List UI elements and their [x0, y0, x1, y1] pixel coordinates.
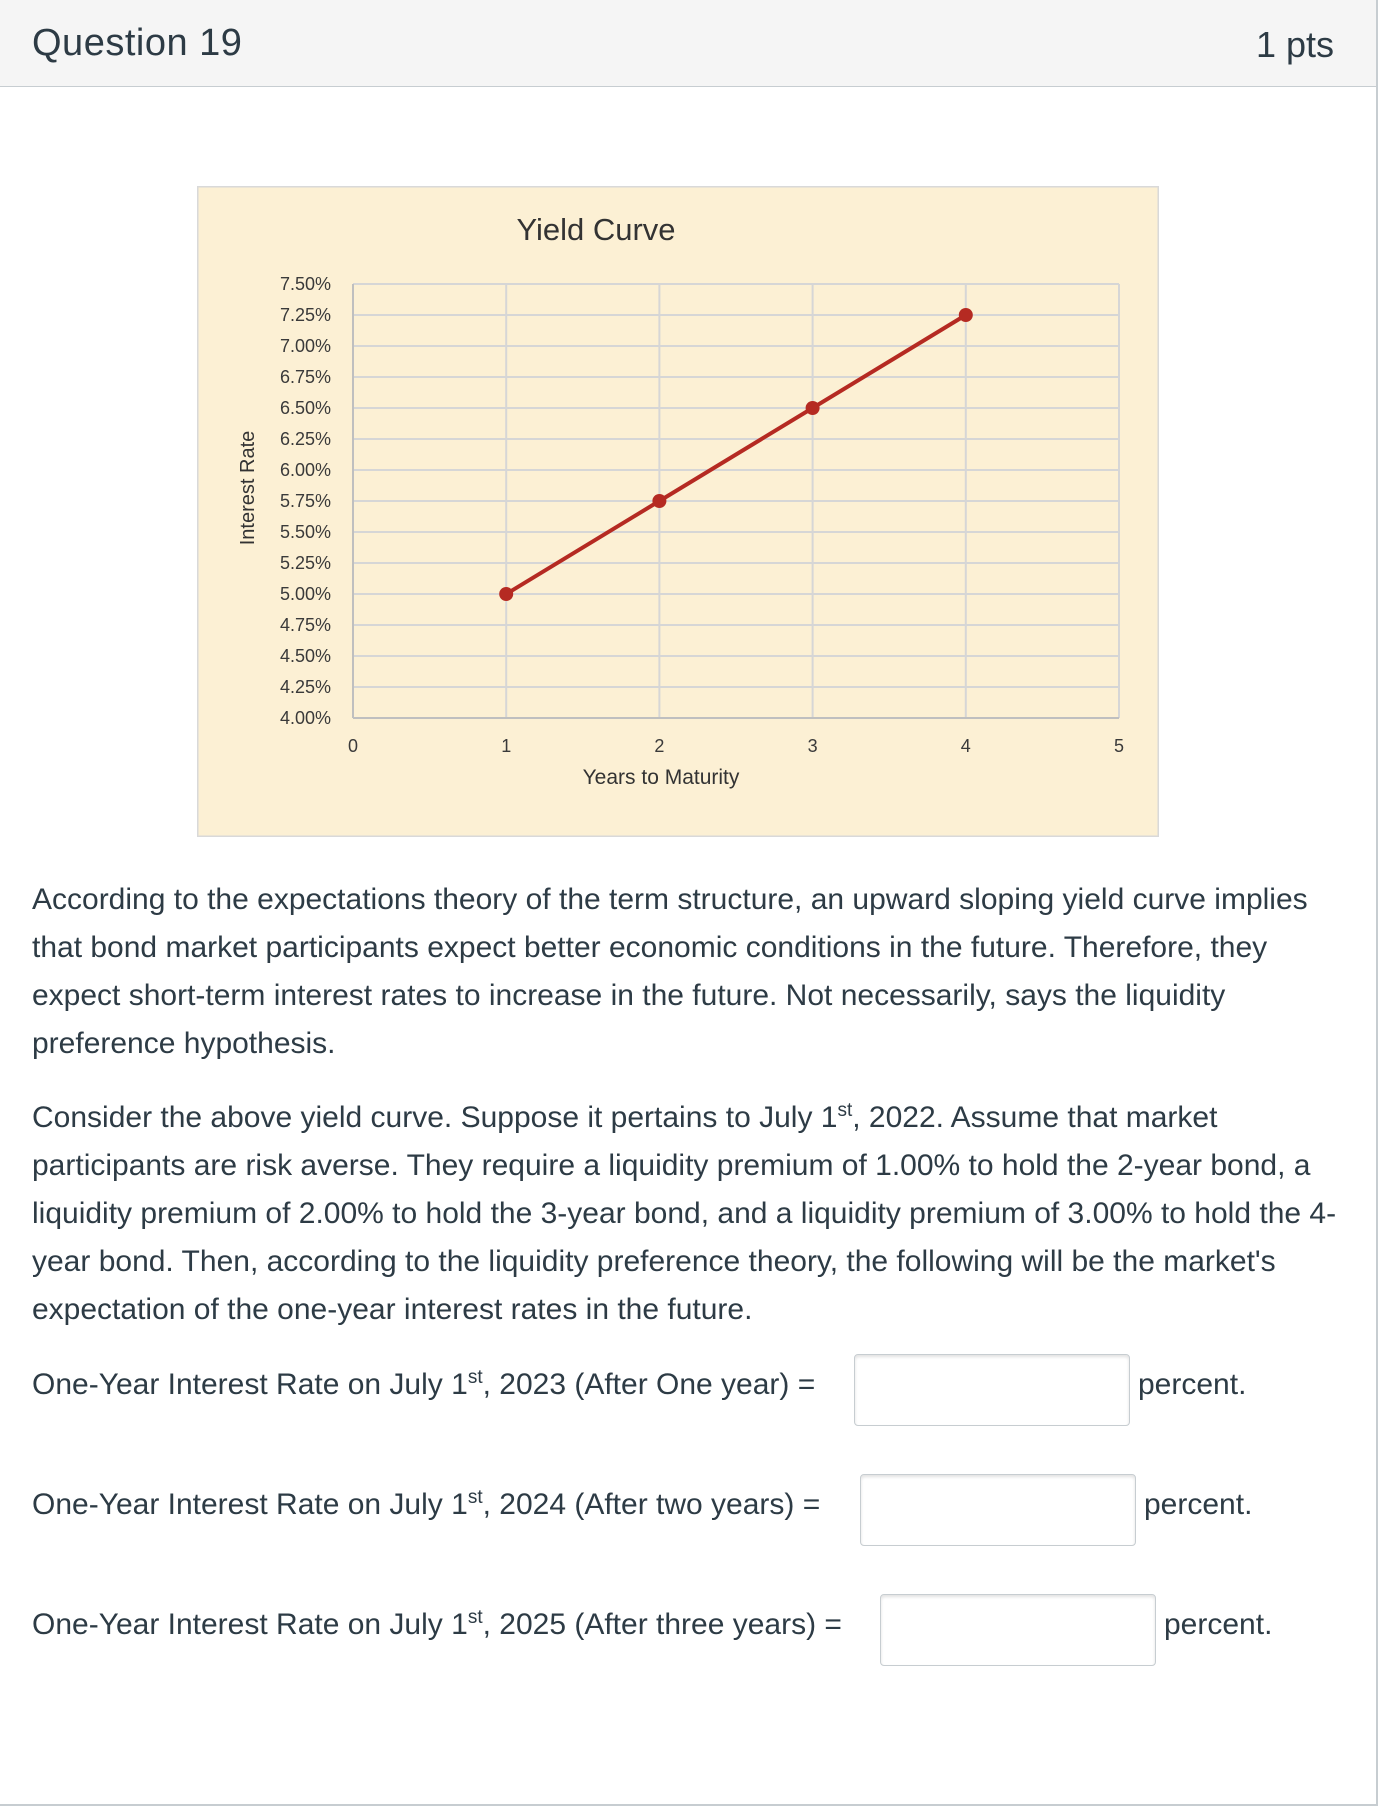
- y-tick-label: 4.75%: [279, 615, 331, 635]
- superscript: st: [467, 1367, 483, 1388]
- answer-unit: percent.: [1144, 1488, 1253, 1521]
- answer-input-2025[interactable]: [880, 1594, 1156, 1666]
- answer-unit: percent.: [1164, 1608, 1273, 1641]
- data-point: [499, 587, 513, 601]
- answer-label-text: One-Year Interest Rate on July 1: [32, 1608, 468, 1641]
- answer-label: [32, 1368, 815, 1402]
- y-tick-label: 5.50%: [279, 522, 331, 542]
- y-tick-label: 7.25%: [279, 305, 331, 325]
- answer-unit: percent.: [1138, 1368, 1247, 1401]
- answer-label-text: One-Year Interest Rate on July 1: [32, 1488, 468, 1521]
- y-tick-label: 5.25%: [279, 553, 331, 573]
- y-tick-label: 6.25%: [279, 429, 331, 449]
- yield-curve-chart: [197, 186, 1159, 837]
- answer-label-text-end: , 2025 (After three years) =: [482, 1608, 842, 1641]
- superscript: st: [837, 1100, 853, 1121]
- y-tick-label: 7.00%: [279, 336, 331, 356]
- paragraph-expectations-theory: According to the expectations theory of the term structure, an upward sloping yield curve implies that bond market participants expect better economic conditions in the future. Therefore, they expect short-term interest rates to increase in the future. Not necessarily, says the liquidity preference hypothesis.: [32, 883, 1308, 1060]
- paragraph-text-start: Consider the above yield curve. Suppose it pertains to July 1: [32, 1101, 838, 1134]
- data-point: [959, 308, 973, 322]
- y-tick-label: 6.75%: [279, 367, 331, 387]
- x-axis-label: Years to Maturity: [582, 766, 740, 789]
- x-tick-label: 4: [960, 736, 971, 756]
- answer-label: [32, 1488, 820, 1522]
- y-tick-label: 6.50%: [279, 398, 331, 418]
- y-axis-label: Interest Rate: [237, 430, 259, 546]
- y-tick-label: 6.00%: [279, 460, 331, 480]
- x-tick-label: 5: [1113, 736, 1125, 756]
- x-tick-label: 3: [807, 736, 818, 756]
- answer-label: [32, 1608, 842, 1642]
- paragraph-liquidity-premium: [32, 1094, 1342, 1334]
- data-point: [652, 494, 666, 508]
- y-tick-label: 4.00%: [279, 708, 331, 728]
- paragraph-text-end: , 2022. Assume that market participants are risk averse. They require a liquidity premium of 1.00% to hold the 2-year bond, a liquidity premium of 2.00% to hold the 3-year bond, and a liquidity premium of 3.00% to hold the 4-year bond. Then, according to the liquidity preference theory, the following will be the market's expectation of the one-year interest rates in the future.: [32, 1101, 1337, 1326]
- question-points: 1 pts: [1255, 24, 1334, 65]
- x-tick-label: 1: [501, 736, 512, 756]
- answer-label-text-end: , 2023 (After One year) =: [482, 1368, 816, 1401]
- question-header: [0, 0, 1376, 87]
- answer-label-text: One-Year Interest Rate on July 1: [32, 1368, 468, 1401]
- y-tick-label: 5.75%: [279, 491, 331, 511]
- x-tick-label: 0: [347, 736, 359, 756]
- y-tick-label: 4.25%: [279, 677, 331, 697]
- y-tick-label: 7.50%: [279, 274, 331, 294]
- answer-input-2024[interactable]: [860, 1474, 1136, 1546]
- superscript: st: [467, 1607, 483, 1628]
- answer-input-2023[interactable]: [854, 1354, 1130, 1426]
- data-point: [806, 401, 820, 415]
- question-title: Question 19: [32, 22, 243, 64]
- chart-title: Yield Curve: [516, 212, 676, 247]
- answer-label-text-end: , 2024 (After two years) =: [482, 1488, 821, 1521]
- y-tick-label: 4.50%: [279, 646, 331, 666]
- x-tick-label: 2: [654, 736, 665, 756]
- y-tick-label: 5.00%: [279, 584, 331, 604]
- superscript: st: [467, 1487, 483, 1508]
